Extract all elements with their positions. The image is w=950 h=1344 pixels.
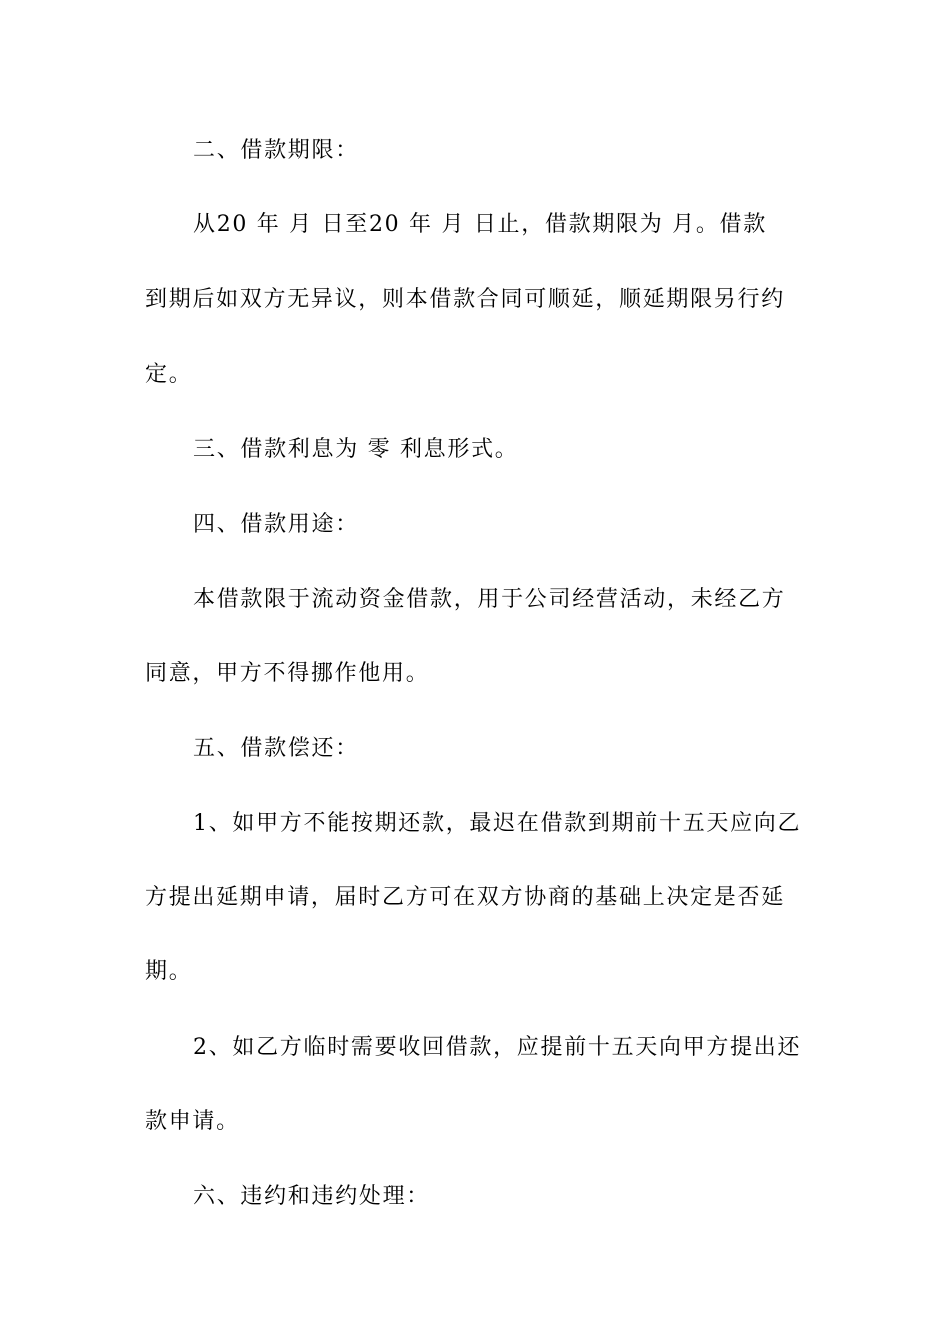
section-heading-breach: 六、违约和违约处理： bbox=[193, 1184, 431, 1209]
section-heading-loan-purpose: 四、借款用途： bbox=[193, 512, 359, 537]
paragraph-line: 2、如乙方临时需要收回借款，应提前十五天向甲方提出还 bbox=[193, 1035, 802, 1060]
paragraph-line: 本借款限于流动资金借款，用于公司经营活动，未经乙方 bbox=[193, 587, 786, 612]
paragraph-line: 同意，甲方不得挪作他用。 bbox=[145, 661, 430, 686]
paragraph-line: 款申请。 bbox=[145, 1109, 240, 1134]
paragraph-line: 1、如甲方不能按期还款，最迟在借款到期前十五天应向乙 bbox=[193, 811, 802, 836]
paragraph-line: 到期后如双方无异议，则本借款合同可顺延，顺延期限另行约 bbox=[145, 287, 785, 312]
paragraph-line: 期。 bbox=[145, 959, 193, 984]
section-heading-interest: 三、借款利息为 零 利息形式。 bbox=[193, 437, 519, 462]
paragraph-line: 方提出延期申请，届时乙方可在双方协商的基础上决定是否延 bbox=[145, 885, 785, 910]
paragraph-line: 定。 bbox=[145, 362, 193, 387]
paragraph-line: 从20 年 月 日至20 年 月 日止，借款期限为 月。借款 bbox=[193, 212, 767, 237]
section-heading-loan-term: 二、借款期限： bbox=[193, 138, 359, 163]
section-heading-repayment: 五、借款偿还： bbox=[193, 736, 359, 761]
